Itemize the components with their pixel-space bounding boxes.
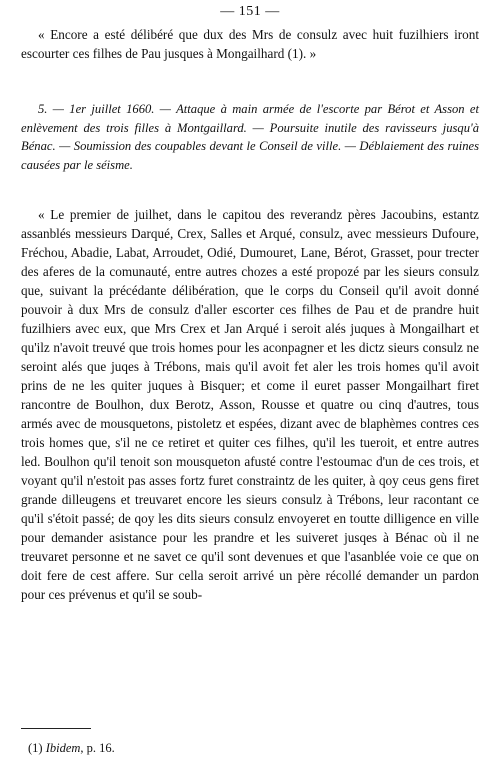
page-number: — 151 —: [220, 4, 280, 19]
footnote: [28, 740, 115, 756]
footnote-divider: [21, 728, 91, 729]
footnote-page: , p. 16.: [80, 741, 115, 755]
paragraph-council-minutes: « Le premier de juilhet, dans le capitou des reverandz pères Jacoubins, estantz assanblés messieurs Darqué, Crex, Salles et Arqué, consulz, avec messieurs Dufoure, Fréchou, Abadie, Labat, Arroudet, Odié, Dumouret, Lane, Bérot, Grasset, pour trecter des aferes de la comunauté, entre autres chozes a esté propozé par les sieurs consulz que, suivant la précédante délibération, que le corps du Conseil qu'il avoit donné pouvoir à dux Mrs de consulz d'aller escorter ces filhes de Pau et de prandre huit fuzilhiers avec eux, que Mrs Crex et Jan Arqué i seroit alés juques à Mongailhart et qu'ilz n'avoit treuvé que trois homes pour les aconpagner et les dictz sieurs consulz ne seroint alés que juqes à Trébons, mais qu'il avoit fet aler les trois homes qu'il avoit prins de ne les quiter juques à Bisquer; et come il euret passer Mongailhart firet rancontre de Boulhon, dux Berotz, Asson, Rousse et quatre ou cinq d'autres, tous armés avec de mousquetons, pistoletz et espées, dizant avec de blaphèmes contres ces trois homes que, s'il ne ce retiret et quiter ces filhes, qu'il les tueroit, et entre autres led. Boulhon qu'il tenoit son mousqueton afusté contre l'estoumac d'un de ces trois, et voyant qu'il n'estoit pas asses fortz furet constraintz de les quiter, à qoy ceus gens firet grande dilleugens et treuvaret encore les sieurs consulz à Trébons, leur racontant ce qu'il s'étoit passé; de qoy les dits sieurs consulz envoyeret en toutte dilligence en ville pour demander asistance pour les prandre et les suiveret jusqes à Bénac où il ne treuvaret personne et ne savet ce qu'il sont devenues et que l'asanblée voie ce que on doit fere de cest affere. Sur cella seroit arrivé un père récollé demander un pardon pour ces prévenus et qu'il se soub-: [21, 207, 479, 602]
footnote-marker: (1): [28, 741, 43, 755]
section-summary: 5. — 1er juillet 1660. — Attaque à main armée de l'escorte par Bérot et Asson et enlèvement des trois filles à Montgaillard. — Poursuite inutile des ravisseurs jusqu'à Bénac. — Soumission des coupables devant le Conseil de ville. — Déblaiement des ruines causées par le séisme.: [21, 102, 479, 172]
paragraph-deliberation: « Encore a esté délibéré que dux des Mrs de consulz avec huit fuzilhiers iront escourter ces filhes de Pau jusques à Mongailhard (1). »: [21, 27, 479, 61]
footnote-reference: Ibidem: [45, 741, 81, 755]
